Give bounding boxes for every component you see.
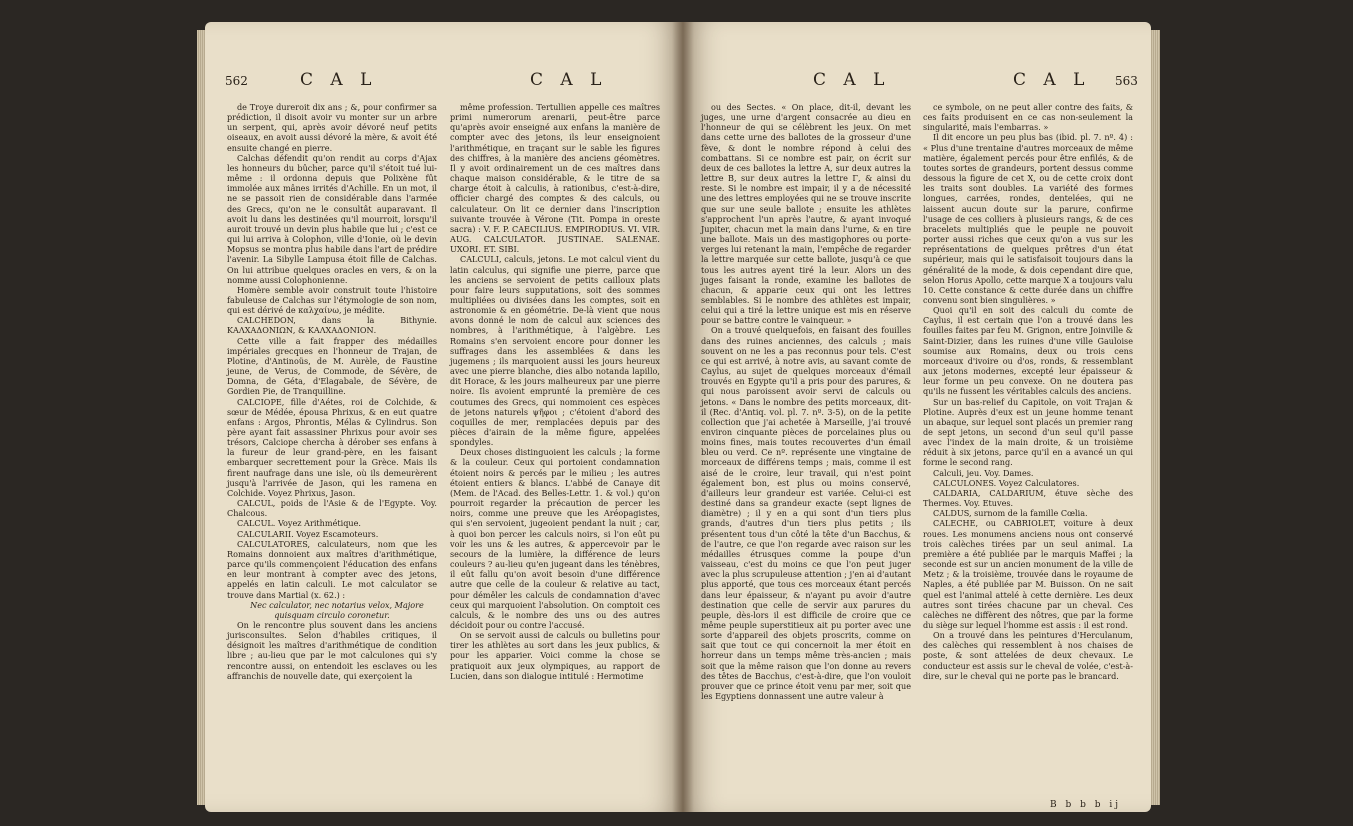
right-column-1 [701,102,911,701]
right-page [683,22,1151,812]
paragraph: CALCUL, poids de l'Asie & de l'Egypte. Voy. Chalcous. [227,498,437,519]
paragraph: Quoi qu'il en soit des calculi du comte de Caylus, il est certain que l'on a trouvé dans les fouilles faites par feu M. Grignon, entre Joinville & Saint-Dizier, dans les ruines d'une ville Gauloise soumise aux Romains, deux ou trois cens morceaux d'ivoire ou d'os, ronds, & ressemblant aux jetons modernes, excepté leur épaisseur & leur forme un peu convexe. On ne doutera pas qu'ils ne fussent les véritables calculs des anciens. [923,305,1133,397]
paragraph: Deux choses distinguoient les calculs ; la forme & la couleur. Ceux qui portoient condamnation étoient noirs & percés par le milieu ; les autres étoient entiers & blancs. L'abbé de Canaye dit (Mem. de l'Acad. des Belles-Lettr. 1. & vol.) qu'on pourroit regarder la précaution de percer les noirs, comme une preuve que les Aréopagistes, qui s'en servoient, jugeoient pendant la nuit ; car, à quoi bon percer les calculs noirs, si l'on eût pu voir les uns & les autres, & appercevoir par le secours de la lumière, la différence de leurs couleurs ? au-lieu qu'en jugeant dans les ténèbres, il eût fallu qu'on avoit besoin d'une différence autre que celle de la couleur & relative au tact, pour démêler les calculs de condamnation d'avec ceux qui marquoient l'absolution. On comptoit ces calculs, & le nombre des uns ou des autres décidoit pour ou contre l'accusé. [450,447,660,630]
right-running-head [683,70,1151,96]
paragraph: même profession. Tertullien appelle ces maîtres primi numerorum arenarii, peut-être parce qu'après avoir enseigné aux enfans la manière de compter avec des jetons, ils leur enseignoient l'arithmétique, en traçant sur le sable les figures des chiffres, à la manière des anciens géomètres. Il y avoit ordinairement un de ces maîtres dans chaque maison considérable, & le titre de sa charge étoit à calculis, à rationibus, c'est-à-dire, officier chargé des comptes & des calculs, ou calculateur. On lit ce dernier dans l'inscription suivante trouvée à Vérone (Tit. Pompa in oreste sacra) : V. F. P. CAECILIUS. EMPIRODIUS. VI. VIR. AUG. CALCULATOR. JUSTINAE. SALENAE. UXORI. ET. SIBI. [450,102,660,255]
right-page-number: 563 [1115,74,1138,88]
paragraph: CALCULATORES, calculateurs, nom que les Romains donnoient aux maîtres d'arithmétique, parce qu'ils commençoient l'éducation des enfans en leur montrant à compter avec des jetons, appelés en latin calculi. Le mot calculator se trouve dans Martial (x. 62.) : [227,538,437,600]
right-head-word-1: C A L [813,70,891,90]
paragraph: Calculi, jeu. Voy. Dames. [933,467,1034,478]
signature-mark: B b b b ij [1049,800,1121,810]
paragraph: CALCHEDON, dans la Bithynie. ΚΑΛΧΑΔΟΝΙΩΝ, & ΚΑΛΧΑΔΟΝΙΟΝ. [227,315,437,336]
paragraph: ce symbole, on ne peut aller contre des faits, & ces faits produisent en ce cas non-seulement la singularité, mais l'embarras. » [923,102,1133,133]
paragraph: On a trouvé dans les peintures d'Herculanum, des calèches qui ressemblent à nos chaises de poste, & sont attelées de deux chevaux. Le conducteur est assis sur le cheval de volée, c'est-à-dire, sur le cheval qui ne porte pas le brancard. [923,630,1133,681]
paragraph: de Troye dureroit dix ans ; &, pour confirmer sa prédiction, il disoit avoir vu monter sur un arbre un serpent, qui, après avoir dévoré neuf petits oiseaux, en avoit aussi dévoré la mère, & avoit été ensuite changé en pierre. [227,102,437,153]
paragraph: On le rencontre plus souvent dans les anciens jurisconsultes. Selon d'habiles critiques, il désignoit les maîtres d'arithmétique de condition libre ; au-lieu que par le mot calculones qui s'y rencontre aussi, on entendoit les esclaves ou les affranchis de nouvelle date, qui exerçoient la [227,619,437,681]
paragraph: On a trouvé quelquefois, en faisant des fouilles dans des ruines anciennes, des calculs ; mais souvent on ne les a pas reconnus pour tels. C'est ce qui est arrivé, à notre avis, au savant comte de Caylus, au sujet de quelques morceaux d'émail trouvés en Egypte qu'il a pris pour des parures, & qui nous paroissent avoir servi de calculs ou jetons. « Dans le nombre des petits morceaux, dit-il (Rec. d'Antiq. vol. pl. 7. nº. 3-5), on de la petite collection que j'ai achetée à Marseille, j'ai trouvé environ cinquante pièces de porcelaines plus ou moins fines, mais toutes recouvertes d'un émail bleu ou verd. Ce nº. représente une vingtaine de morceaux de différens temps ; mais, comme il est aisé de le croire, leur travail, qui n'est point également bon, est plus ou moins conservé, d'ailleurs leur grandeur est variée. Celui-ci est destiné dans sa grandeur exacte (sept lignes de diamètre) ; il y en a qui sont d'un tiers plus grands, d'autres d'un tiers plus petits ; ils présentent tous d'un côté la tête d'un Bacchus, & de l'autre, ce que l'on regarde avec raison sur les médailles étrusques comme la poupe d'un vaisseau, c'est du moins ce que l'on peut juger avec la plus scrupuleuse attention ; j'en ai d'autant plus apporté, que tous ces morceaux étant percés dans leur épaisseur, & n'ayant pu avoir d'autre destination que celle de servir aux parures du peuple, dès-lors il est difficile de croire que ce même peuple superstitieux ait pu porter avec une sorte d'appareil des objets proscrits, comme on sait que tout ce qui concernoit la mer étoit en horreur dans un temps même très-ancien ; mais soit que la même raison que l'on donne au revers des têtes de Bacchus, c'est-à-dire, que l'on vouloit prouver que ce prince étoit venu par mer, soit que les Egyptiens donnassent une autre valeur à [701,325,911,702]
left-running-head [205,70,683,96]
paragraph: On se servoit aussi de calculs ou bulletins pour tirer les athlètes au sort dans les jeux publics, & pour les apparier. Voici comme la chose se pratiquoit aux jeux olympiques, au rapport de Lucien, dans son dialogue intitulé : Hermotime [450,630,660,681]
paragraph: CALCULI, calculs, jetons. Le mot calcul vient du latin calculus, qui signifie une pierre, parce que les anciens se servoient de petits cailloux plats pour faire leurs supputations, soit des sommes multipliées ou divisées dans les comptes, soit en astronomie & en géométrie. De-là vient que nous avons donné le nom de calcul aux sciences des nombres, à l'arithmétique, à l'algèbre. Les Romains s'en servoient encore pour donner les suffrages dans les assemblées & dans les jugemens ; ils marquoient aussi les jours heureux avec une pierre blanche, dies albo notanda lapillo, dit Horace, & les jours malheureux par une pierre noire. Ils avoient emprunté la première de ces coutumes des Grecs, qui nommoient ces espèces de jetons naturels ψῆφοι ; c'étoient d'abord des coquilles de mer, remplacées depuis par des pièces d'airain de la même figure, appelées spondyles. [450,254,660,448]
left-page [205,22,683,812]
paragraph: CALDARIA, CALDARIUM, étuve sèche des Thermes. Voy. Etuves. [923,487,1133,509]
paragraph: CALECHE, ou CABRIOLET, voiture à deux roues. Les monumens anciens nous ont conservé trois calèches tirées par un seul animal. La première a été publiée par le marquis Maffei ; la seconde est sur un ancien monument de la ville de Metz ; & la troisième, trouvée dans le royaume de Naples, a été publiée par M. Buisson. On ne sait quel est l'animal attelé à cette dernière. Les deux autres sont tirées chacune par un cheval. Ces calèches ne diffèrent des nôtres, que par la forme du siège sur lequel l'homme est assis : il est rond. [923,518,1133,630]
paragraph: Sur un bas-relief du Capitole, on voit Trajan & Plotine. Auprès d'eux est un jeune homme tenant un abaque, sur lequel sont placés un premier rang de sept jetons, un second d'un seul qu'il passe avec l'index de la main droite, & un troisième réduit à six jetons, parce qu'il en a avancé un qui forme le second rang. [923,396,1133,468]
left-page-number: 562 [225,74,248,88]
right-page-edges [1150,30,1160,805]
paragraph: CALCIOPE, fille d'Aétes, roi de Colchide, & sœur de Médée, épousa Phrixus, & en eut quatre enfans : Argos, Phrontis, Mélas & Cylindrus. Son père ayant fait assassiner Phrixus pour avoir ses trésors, Calciope chercha à dérober ses enfans à la fureur de leur grand-père, en les faisant embarquer secrettement pour la Grèce. Mais ils firent naufrage dans une isle, où ils demeurèrent jusqu'à l'arrivée de Jason, qui les ramena en Colchide. Voyez Phrixus, Jason. [227,396,437,498]
paragraph: CALCULARII. Voyez Escamoteurs. [237,528,379,539]
paragraph: Cette ville a fait frapper des médailles impériales grecques en l'honneur de Trajan, de Plotine, d'Antinoüs, de M. Aurèle, de Faustine jeune, de Verus, de Commode, de Sévère, de Domna, de Géta, d'Elagabale, de Sévère, de Gordien Pie, de Tranquilline. [227,335,437,397]
left-head-word-1: C A L [300,70,378,90]
paragraph: CALDUS, surnom de la famille Cœlia. [933,508,1088,519]
paragraph: Nec calculator, nec notarius velox, Majore quisquam circulo coronetur. [250,599,424,620]
left-column-1 [227,102,437,681]
left-head-word-2: C A L [530,70,608,90]
paragraph: Calchas défendit qu'on rendit au corps d'Ajax les honneurs du bûcher, parce qu'il s'étoit tué lui-même : il ordonna depuis que Polixène fût immolée aux mânes irrités d'Achille. En un mot, il ne se passoit rien de considérable dans l'armée des Grecs, qu'on ne le consultât auparavant. Il avoit lu dans les destinées qu'il mourroit, lorsqu'il auroit trouvé un devin plus habile que lui ; c'est ce qui lui arriva à Colophon, ville d'Ionie, où le devin Mopsus se montra plus habile dans l'art de prédire l'avenir. La Sibylle Lampusa étoit fille de Calchas. On lui attribue quelques oracles en vers, & on la nomme aussi Colophonienne. [227,152,437,285]
right-column-2 [923,102,1133,681]
paragraph: ou des Sectes. « On place, dit-il, devant les juges, une urne d'argent consacrée au dieu en l'honneur de qui se célèbrent les jeux. On met dans cette urne des ballotes de la grosseur d'une fève, & dont le nombre répond à celui des combattans. Si ce nombre est pair, on écrit sur deux de ces ballotes la lettre A, sur deux autres la lettre B, sur deux autres la lettre Γ, & ainsi du reste. Si le nombre est impair, il y a de nécessité une des lettres employées qui ne se trouve inscrite que sur une seule ballote ; ensuite les athlètes s'approchent l'un après l'autre, & ayant invoqué Jupiter, chacun met la main dans l'urne, & en tire une ballote. Mais un des mastigophores ou porte-verges lui retenant la main, l'empêche de regarder la lettre marquée sur cette ballote, jusqu'à ce que tous les autres ayent tiré la leur. Alors un des juges faisant la ronde, examine les ballotes de chacun, & apparie ceux qui ont les lettres semblables. Si le nombre des athlètes est impair, celui qui a tiré la lettre unique est mis en réserve pour se battre contre le vainqueur. » [701,102,911,326]
left-column-2 [450,102,660,681]
paragraph: CALCULONES. Voyez Calculatores. [933,477,1080,488]
right-head-word-2: C A L [1013,70,1091,90]
paragraph: Homère semble avoir construit toute l'histoire fabuleuse de Calchas sur l'étymologie de son nom, qui est dérivé de καλχαίνω, je médite. [227,284,437,316]
paragraph: CALCUL. Voyez Arithmétique. [237,518,361,529]
paragraph: Il dit encore un peu plus bas (ibid. pl. 7. nº. 4) : « Plus d'une trentaine d'autres morceaux de même matière, également percés pour être enfilés, & de toutes sortes de grandeurs, portent dessus comme dessous la figure de cet X, ou de cette croix dont les traits sont doubles. La variété des formes longues, carrées, rondes, dentelées, qui ne laissent aucun doute sur la parure, confirme l'usage de ces colliers à plusieurs rangs, & de ces bracelets multipliés que le peuple ne pouvoit porter aussi riches que ceux qu'on a vus sur les représentations de quelques prêtres d'un état supérieur, mais qui le satisfaisoit toujours dans la généralité de la mode, & dois cependant dire que, selon Horus Apollo, cette marque X a toujours valu 10. Cette constance & cette durée dans un chiffre convenu sont bien singulières. » [923,132,1133,305]
book-gutter [672,22,694,812]
